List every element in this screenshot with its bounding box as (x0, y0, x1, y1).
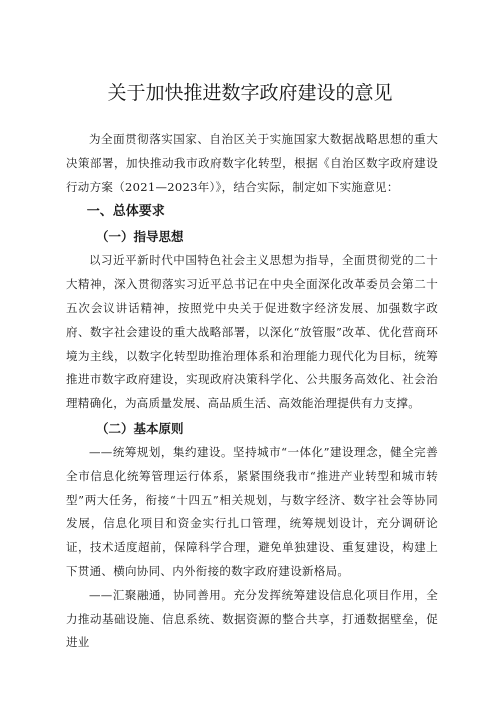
section-heading-general-requirements: 一、总体要求 (86, 204, 165, 220)
subsection-heading-basic-principles: （二）基本原则 (96, 420, 184, 436)
intro-paragraph: 为全面贯彻落实国家、自治区关于实施国家大数据战略思想的重大决策部署，加快推动我市政府数字化转型，根据《自治区数字政府建设行动方案（2021—2023年）》，结合实际，制定如下实施意见： (66, 132, 438, 194)
principle-paragraph-1: ——统筹规划，集约建设。坚持城市“一体化”建设理念，健全完善全市信息化统筹管理运行体系，紧紧围绕我市“推进产业转型和城市转型”两大任务，衔接“十四五”相关规划，与数字经济、数字社会等协同发展，信息化项目和资金实行扎口管理，统筹规划设计，充分调研论证，技术适度超前，保障科学合理，避免单独建设、重复建设，构建上下贯通、横向协同、内外衔接的数字政府建设新格局。 (66, 444, 438, 578)
guiding-ideology-paragraph: 以习近平新时代中国特色社会主义思想为指导，全面贯彻党的二十大精神，深入贯彻落实习近平总书记在中央全面深化改革委员会第二十五次会议讲话精神，按照党中央关于促进数字经济发展、加强数字政府、数字社会建设的重大战略部署，以深化“放管服”改革、优化营商环境为主线，以数字化转型助推治理体系和治理能力现代化为目标，统筹推进市数字政府建设，实现政府决策科学化、公共服务高效化、社会治理精确化，为高质量发展、高品质生活、高效能治理提供有力支撑。 (66, 253, 438, 411)
subsection-heading-guiding-ideology: （一）指导思想 (96, 229, 184, 245)
principle-paragraph-2: ——汇聚融通，协同善用。充分发挥统筹建设信息化项目作用，全力推动基础设施、信息系统、数据资源的整合共享，打通数据壁垒，促进业 (66, 587, 438, 650)
document-body (66, 128, 438, 655)
document-title: 关于加快推进数字政府建设的意见 (107, 82, 393, 104)
